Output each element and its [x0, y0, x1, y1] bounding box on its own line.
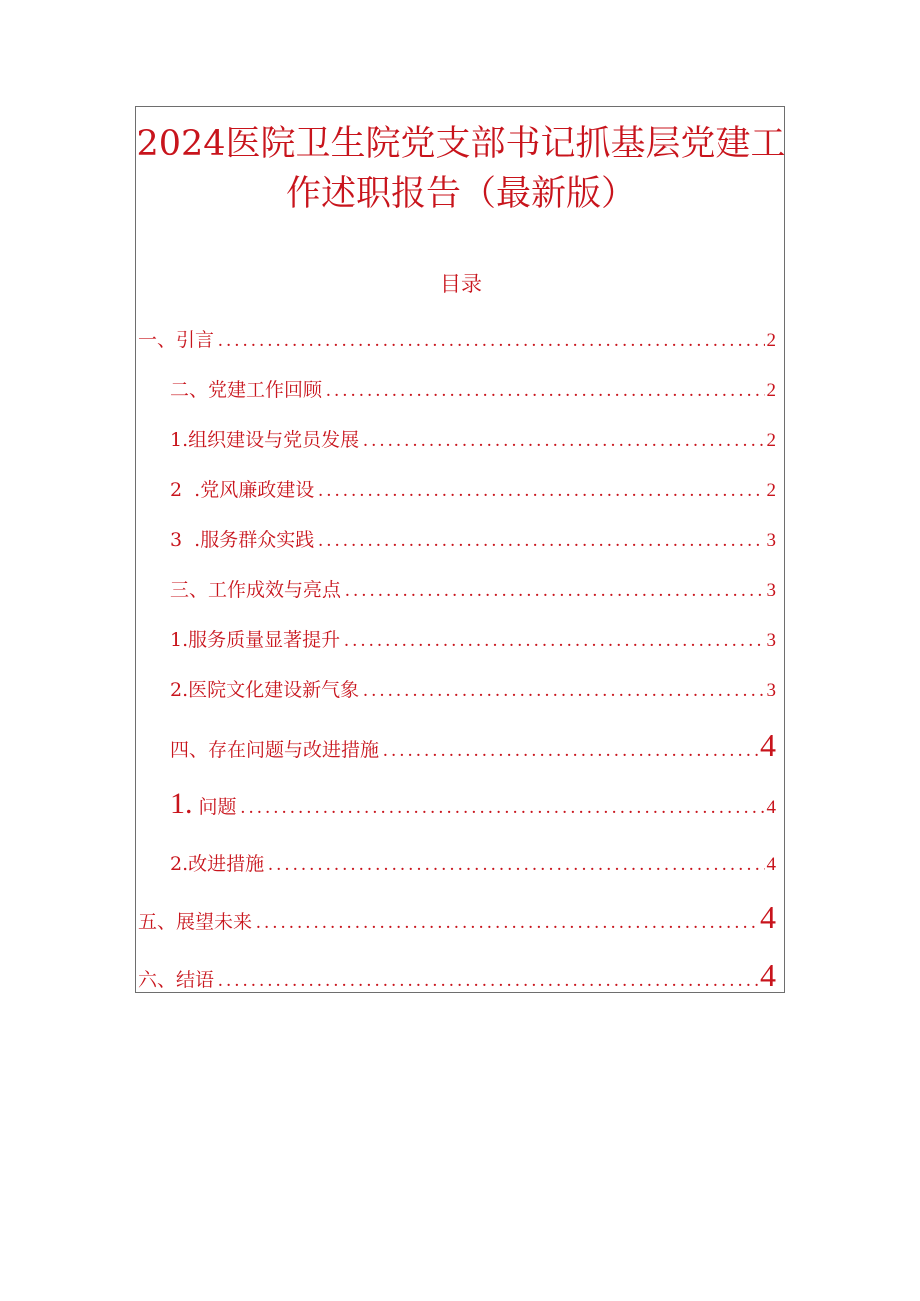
toc-dot-leader [318, 480, 764, 502]
toc-entry-page: 3 [766, 580, 776, 601]
toc-entry-label: 六、结语 [138, 969, 215, 991]
toc-entry-hospital-culture[interactable] [170, 675, 776, 702]
toc-entry-party-building-review[interactable] [170, 375, 776, 402]
toc-entry-organization-building[interactable] [170, 425, 776, 452]
toc-entry-label: 问题 [198, 796, 237, 818]
toc-entry-label: 2.医院文化建设新气象 [170, 679, 360, 701]
toc-entry-label: 三、工作成效与亮点 [170, 579, 342, 601]
toc-entry-page: 2 [766, 380, 776, 401]
toc-dot-leader [241, 797, 765, 819]
toc-entry-label: 四、存在问题与改进措施 [170, 739, 380, 761]
toc-entry-label: 二、党建工作回顾 [170, 379, 323, 401]
toc-entry-label: 1.服务质量显著提升 [170, 629, 341, 651]
toc-entry-page: 3 [766, 680, 776, 701]
toc-dot-leader [218, 330, 764, 352]
toc-entry-page: 4 [766, 797, 776, 818]
toc-dot-leader [363, 430, 764, 452]
toc-dot-leader [256, 912, 758, 934]
toc-dot-leader [344, 630, 764, 652]
toc-dot-leader [268, 854, 764, 876]
toc-entry-label: 3 .服务群众实践 [170, 529, 315, 551]
toc-entry-page: 2 [766, 430, 776, 451]
toc-entry-integrity-building[interactable] [170, 475, 776, 502]
document-title-line-2: 作述职报告（最新版） [285, 174, 636, 214]
toc-entry-outlook[interactable] [138, 899, 776, 936]
toc-dot-leader [383, 740, 758, 762]
toc-entry-page: 4 [760, 899, 776, 935]
toc-entry-number: 1. [170, 787, 193, 820]
toc-entry-page: 3 [766, 630, 776, 651]
toc-dot-leader [326, 380, 764, 402]
toc-entry-service-quality[interactable] [170, 625, 776, 652]
document-page [135, 106, 785, 993]
toc-entry-label: 2.改进措施 [170, 853, 265, 875]
toc-entry-introduction[interactable] [138, 325, 776, 352]
document-title [136, 119, 786, 219]
toc-dot-leader [363, 680, 764, 702]
toc-entry-label: 一、引言 [138, 329, 215, 351]
document-title-line-1: 2024医院卫生院党支部书记抓基层党建工 [136, 124, 786, 164]
toc-entry-label: 2 .党风廉政建设 [170, 479, 315, 501]
toc-entry-label: 五、展望未来 [138, 911, 253, 933]
toc-entry-improvement-measures[interactable] [170, 849, 776, 876]
toc-entry-problems-and-measures[interactable] [170, 727, 776, 764]
toc-entry-page: 2 [766, 330, 776, 351]
toc-dot-leader [345, 580, 764, 602]
toc-entry-page: 2 [766, 480, 776, 501]
toc-heading: 目录 [440, 272, 482, 296]
toc-entry-conclusion[interactable] [138, 957, 776, 994]
toc-entry-page: 4 [760, 957, 776, 993]
toc-entry-page: 4 [766, 854, 776, 875]
toc-entry-serving-masses[interactable] [170, 525, 776, 552]
toc-entry-page: 4 [760, 727, 776, 763]
toc-entry-page: 3 [766, 530, 776, 551]
toc-dot-leader [318, 530, 764, 552]
toc-entry-label: 1.组织建设与党员发展 [170, 429, 360, 451]
toc-entry-problems[interactable] [170, 787, 776, 821]
toc-entry-achievements[interactable] [170, 575, 776, 602]
toc-dot-leader [218, 970, 758, 992]
